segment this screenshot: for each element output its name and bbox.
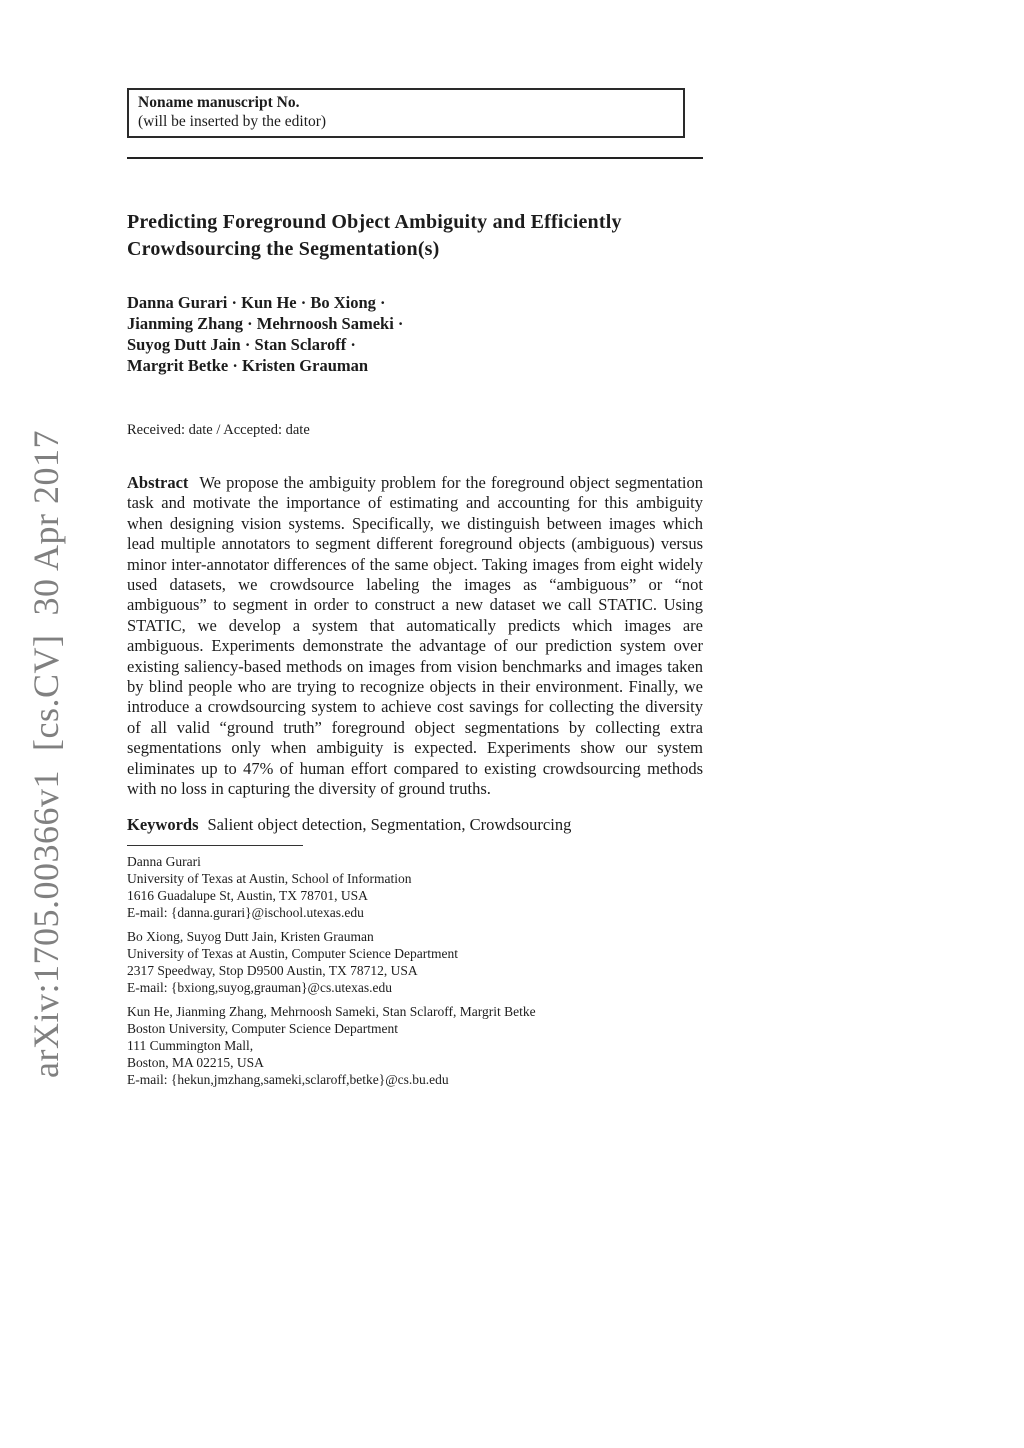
affiliation-line: 111 Cummington Mall, [127,1037,254,1053]
arxiv-watermark: arXiv:1705.00366v1 [cs.CV] 30 Apr 2017 [26,430,66,1078]
affiliation-line: Boston University, Computer Science Department [127,1020,398,1036]
keywords-section [127,815,703,835]
manuscript-content [127,88,703,1095]
editor-note-line: (will be inserted by the editor) [138,113,327,130]
paper-title-line-1: Predicting Foreground Object Ambiguity and Efficiently [127,211,622,233]
affiliation-line: E-mail: {bxiong,suyog,grauman}@cs.utexas.edu [127,979,392,995]
affiliation-line: Danna Gurari [127,853,201,869]
manuscript-note-box [127,88,685,138]
affiliation-line: Boston, MA 02215, USA [127,1054,264,1070]
affiliation-line: University of Texas at Austin, School of Information [127,870,412,886]
keywords-label: Keywords [127,814,199,834]
abstract-label: Abstract [127,473,189,492]
affiliation-line: Bo Xiong, Suyog Dutt Jain, Kristen Grauman [127,928,374,944]
affiliation-line: 2317 Speedway, Stop D9500 Austin, TX 78712, USA [127,962,418,978]
author-line: Margrit Betke · Kristen Grauman [127,356,369,375]
affiliation-line: Kun He, Jianming Zhang, Mehrnoosh Sameki, Stan Sclaroff, Margrit Betke [127,1003,536,1019]
affiliation-block-bu [127,1003,703,1088]
header-rule [127,157,703,159]
paper-title [127,209,703,263]
received-accepted-line: Received: date / Accepted: date [127,422,310,438]
affiliation-block-gurari [127,853,703,921]
abstract-text: We propose the ambiguity problem for the foreground object segmentation task and motivate the importance of estimating and accounting for this ambiguity when designing vision systems. Specifically, we distinguish between images which lead multiple annotators to segment different foreground objects (ambiguous) versus minor inter-annotator differences of the same object. Taking images from eight widely used datasets, we crowdsource labeling the images as “ambiguous” or “not ambiguous” to segment in order to construct a new dataset we call STATIC. Using STATIC, we develop a system that automatically predicts which images are ambiguous. Experiments demonstrate the advantage of our prediction system over existing saliency-based methods on images from vision benchmarks and images taken by blind people who are trying to recognize objects in their environment. Finally, we introduce a crowdsourcing system to achieve cost savings for collecting the diversity of all valid “ground truth” foreground object segmentations by collecting extra segmentations only when ambiguity is expected. Experiments show our system eliminates up to 47% of human effort compared to existing crowdsourcing methods with no loss in capturing the diversity of ground truths. [127,473,703,799]
affiliation-line: E-mail: {hekun,jmzhang,sameki,sclaroff,betke}@cs.bu.edu [127,1071,449,1087]
author-affiliations [127,853,703,1088]
affiliation-block-utexas-cs [127,928,703,996]
author-line: Jianming Zhang · Mehrnoosh Sameki · [127,314,404,333]
affiliation-line: 1616 Guadalupe St, Austin, TX 78701, USA [127,887,368,903]
affiliation-line: E-mail: {danna.gurari}@ischool.utexas.edu [127,904,364,920]
paper-title-line-2: Crowdsourcing the Segmentation(s) [127,238,440,260]
abstract-section [127,473,703,800]
author-list [127,292,703,376]
keywords-text: Salient object detection, Segmentation, Crowdsourcing [207,814,572,834]
author-line: Danna Gurari · Kun He · Bo Xiong · [127,293,386,312]
manuscript-no-line: Noname manuscript No. [138,94,300,111]
affiliation-line: University of Texas at Austin, Computer Science Department [127,945,458,961]
author-line: Suyog Dutt Jain · Stan Sclaroff · [127,335,356,354]
footnote-rule [127,845,303,846]
